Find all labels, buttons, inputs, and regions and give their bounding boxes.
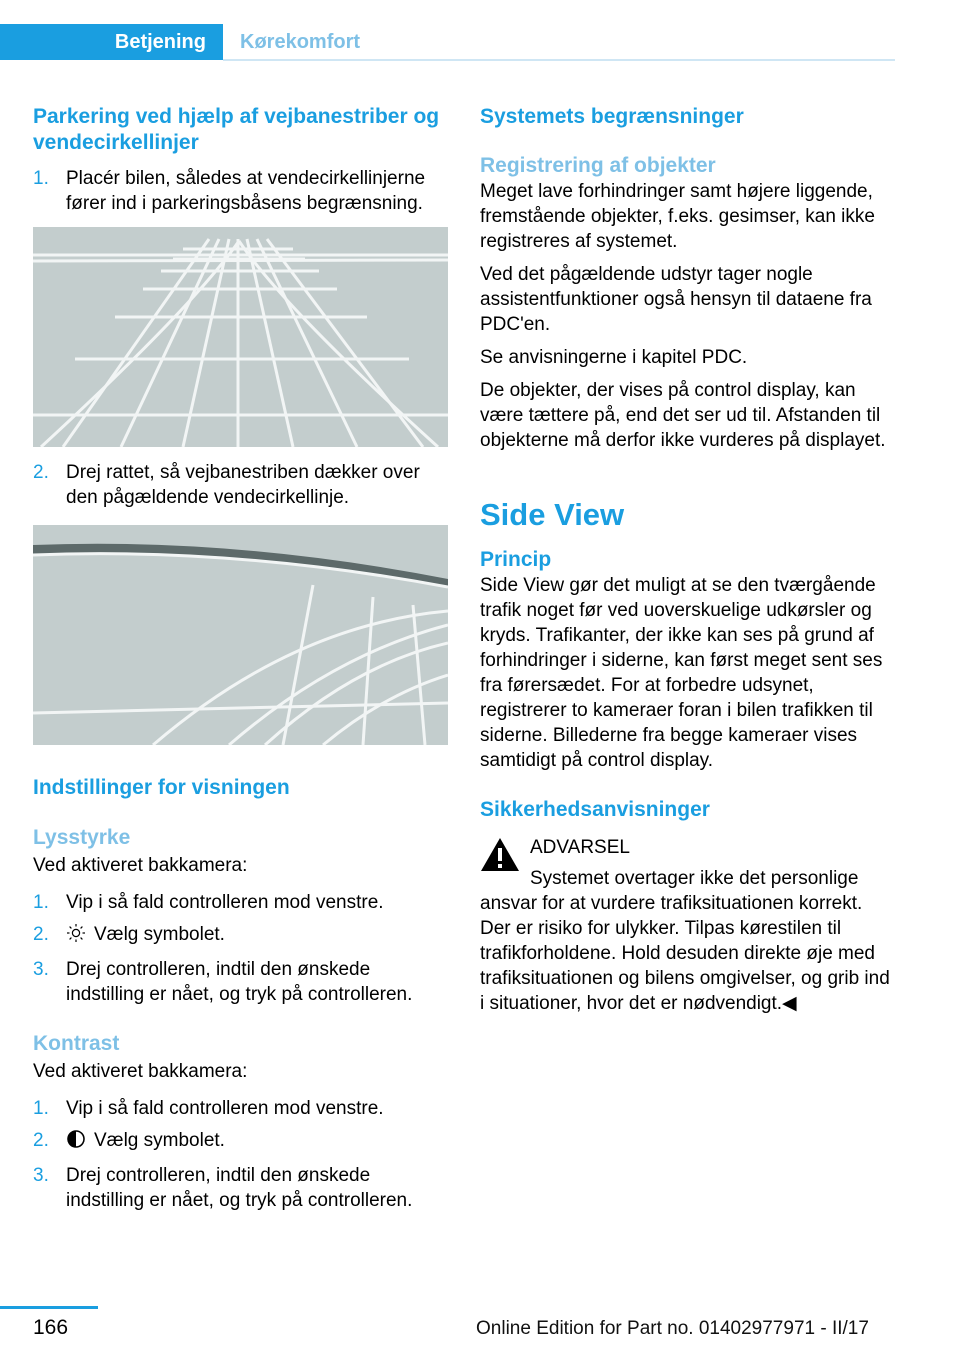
warning-triangle-icon xyxy=(480,837,520,877)
step-text: Drej controlleren, indtil den ønskede indstilling er nået, og tryk på controlleren. xyxy=(66,959,413,1005)
step-text: Vælg symbolet. xyxy=(94,1130,225,1151)
section-title-settings: Indstillinger for visningen xyxy=(33,776,290,799)
parking-steps-2 xyxy=(33,460,449,510)
contrast-icon xyxy=(66,1129,86,1156)
contrast-intro: Ved aktiveret bakkamera: xyxy=(33,1061,248,1082)
list-item xyxy=(33,957,449,1007)
sun-icon xyxy=(66,923,86,950)
step-text: Vip i så fald controlleren mod venstre. xyxy=(66,1098,384,1119)
chapter-tabs xyxy=(0,24,895,62)
step-number: 1. xyxy=(33,892,49,913)
step-number: 3. xyxy=(33,959,49,980)
step-text: Drej rattet, så vejbanestriben dækker over den pågældende vendecirkellinje. xyxy=(66,462,420,508)
step-number: 2. xyxy=(33,1130,49,1151)
right-column xyxy=(480,104,896,1016)
step-number: 1. xyxy=(33,1098,49,1119)
left-column xyxy=(33,104,449,216)
subsection-title-principle: Princip xyxy=(480,548,552,571)
step-number: 3. xyxy=(33,1165,49,1186)
step-number: 2. xyxy=(33,462,49,483)
paragraph: Se anvisningerne i kapitel PDC. xyxy=(480,347,748,368)
subsection-title-contrast: Kontrast xyxy=(33,1032,120,1055)
step-text: Drej controlleren, indtil den ønskede indstilling er nået, og tryk på controlleren. xyxy=(66,1165,413,1211)
warning-block xyxy=(480,835,896,1016)
list-item xyxy=(33,1128,449,1156)
list-item xyxy=(33,1096,449,1121)
section-title-parking: Parkering ved hjælp af vejbanestriber og vendecirkellinjer xyxy=(33,105,440,154)
brightness-steps xyxy=(33,890,449,1007)
step-number: 2. xyxy=(33,924,49,945)
section-title-side-view: Side View xyxy=(480,497,625,532)
warning-label: ADVARSEL xyxy=(530,837,630,858)
step-text: Vælg symbolet. xyxy=(94,924,225,945)
list-item xyxy=(33,890,449,915)
subsection-title-brightness: Lysstyrke xyxy=(33,826,131,849)
brightness-intro: Ved aktiveret bakkamera: xyxy=(33,855,248,876)
list-item xyxy=(33,166,449,216)
step-text: Vip i så fald controlleren mod venstre. xyxy=(66,892,384,913)
parking-steps-1 xyxy=(33,166,449,216)
footer-rule xyxy=(0,1306,98,1309)
tab-betjening[interactable]: Betjening xyxy=(0,24,223,60)
subsection-title-detection: Registrering af objekter xyxy=(480,154,716,177)
tab-underline xyxy=(223,59,895,61)
list-item xyxy=(33,1163,449,1213)
edition-note: Online Edition for Part no. 01402977971 - II/17 xyxy=(476,1318,869,1339)
left-column-step2 xyxy=(33,460,449,510)
warning-text: Systemet overtager ikke det personlige ansvar for at vurdere trafiksituationen korrekt. Der er risiko for ulykker. Tilpas kørestilen til trafikforholdene. Hold desuden direkte øje med trafiksituationen og bilens omgivelser, og grib ind i situationer, hvor det er nødvendigt.◀ xyxy=(480,868,890,1014)
principle-text: Side View gør det muligt at se den tværgående trafik noget før ved uoverskuelige udkørsler og kryds. Trafikanter, der ikke kan ses på grund af forhindringer i siderne, kan først meget sent ses fra førersædet. For at forbedre udsynet, registrerer to kameraer foran i bilen trafikken til siderne. Billederne fra begge kameraer vises samtidigt på control display. xyxy=(480,575,883,771)
subsection-title-safety: Sikkerhedsanvisninger xyxy=(480,798,710,821)
figure-steering-lines xyxy=(33,525,448,745)
contrast-steps xyxy=(33,1096,449,1213)
step-text: Placér bilen, således at vendecirkellinjerne fører ind i parkeringsbåsens begrænsning. xyxy=(66,168,426,214)
page-number: 166 xyxy=(33,1316,69,1339)
list-item xyxy=(33,460,449,510)
section-title-limits: Systemets begrænsninger xyxy=(480,105,744,128)
paragraph: Meget lave forhindringer samt højere liggende, fremstående objekter, f.eks. gesimser, kan ikke registreres af systemet. xyxy=(480,181,875,252)
tab-koerekomfort[interactable]: Kørekomfort xyxy=(240,30,361,53)
figure-guide-lines xyxy=(33,227,448,447)
paragraph: De objekter, der vises på control display, kan være tættere på, end det ser ud til. Afstanden til objekterne må derfor ikke vurderes på displayet. xyxy=(480,380,886,451)
step-number: 1. xyxy=(33,168,49,189)
settings-section xyxy=(33,775,449,1213)
paragraph: Ved det pågældende udstyr tager nogle assistentfunktioner også hensyn til dataene fra PDC'en. xyxy=(480,264,872,335)
list-item xyxy=(33,922,449,950)
